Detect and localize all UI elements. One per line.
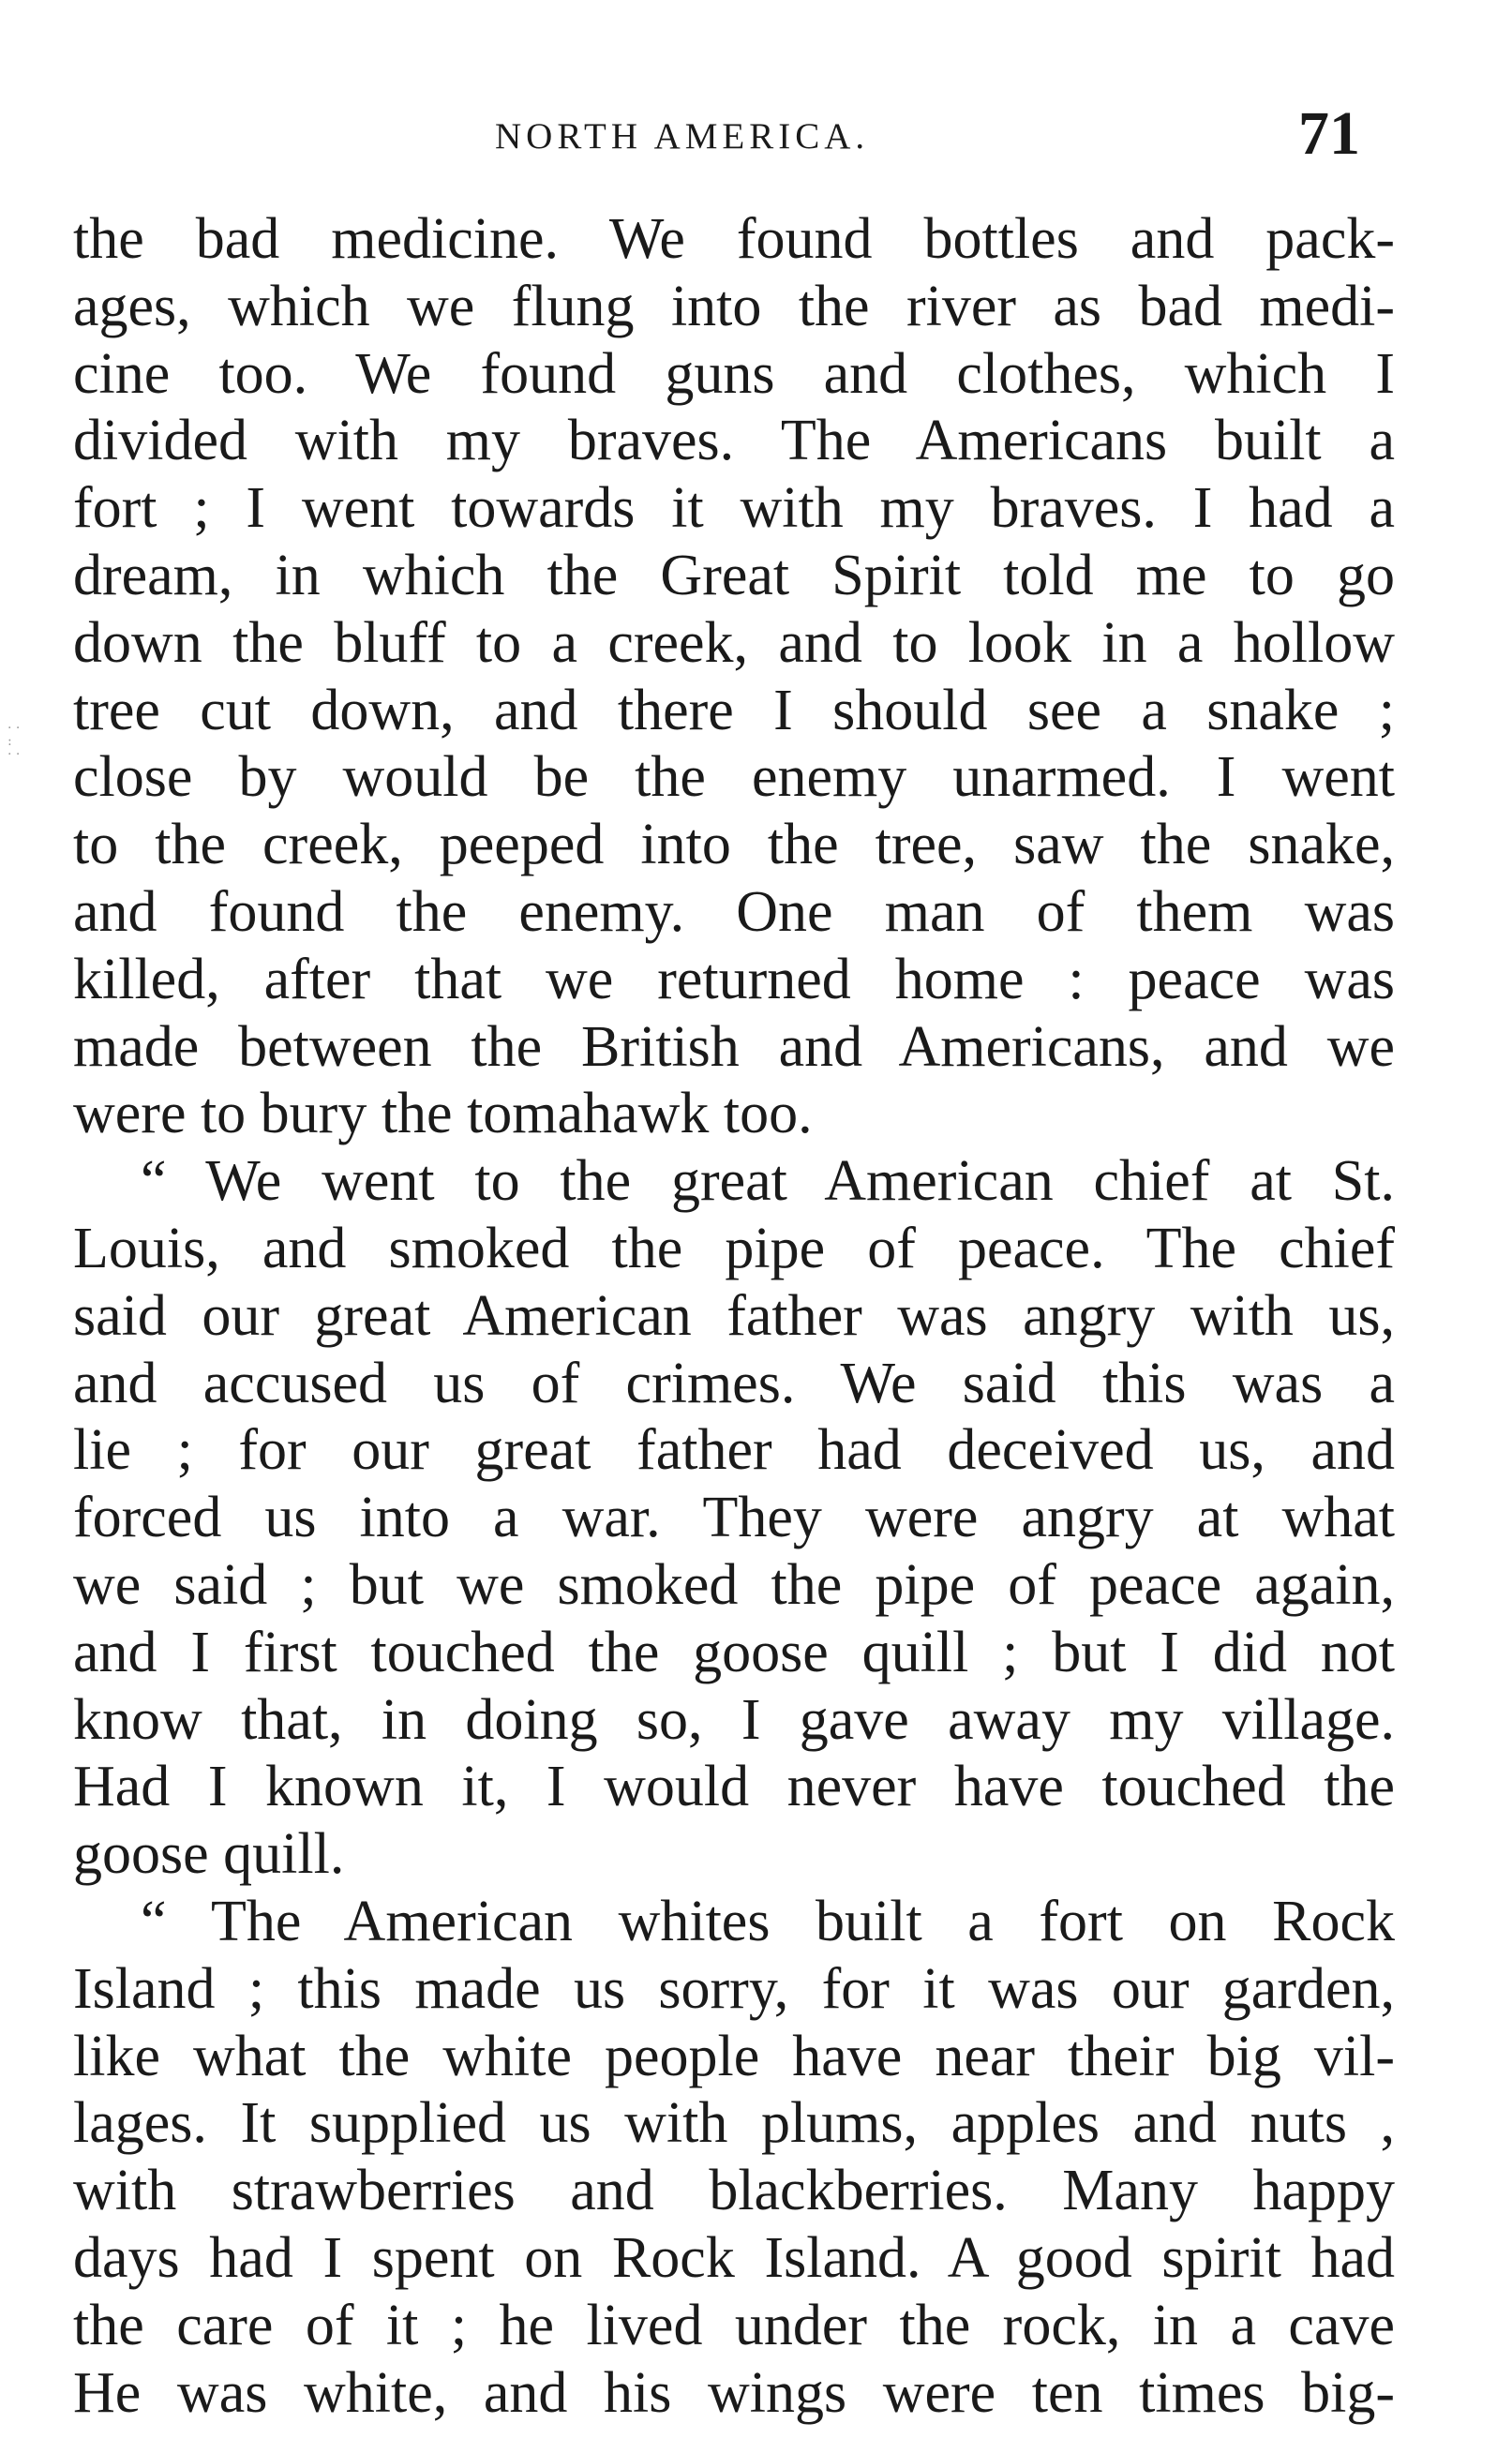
text-line: Had I known it, I would never have touched the bbox=[73, 1755, 1395, 1819]
text-line: divided with my braves. The Americans built a bbox=[73, 409, 1395, 473]
paragraph-end-line: goose quill. bbox=[73, 1822, 345, 1887]
text-line: tree cut down, and there I should see a snake ; bbox=[73, 678, 1395, 742]
paragraph-end-line: were to bury the tomahawk too. bbox=[73, 1082, 813, 1146]
text-line: to the creek, peeped into the tree, saw the snake, bbox=[73, 813, 1395, 877]
body-text bbox=[73, 206, 1395, 2427]
text-line: ages, which we flung into the river as bad medi- bbox=[73, 274, 1395, 338]
text-line: days had I spent on Rock Island. A good spirit had bbox=[73, 2225, 1395, 2290]
text-line: and accused us of crimes. We said this was a bbox=[73, 1351, 1395, 1415]
text-line: forced us into a war. They were angry at what bbox=[73, 1486, 1395, 1550]
text-line: close by would be the enemy unarmed. I went bbox=[73, 745, 1395, 810]
paragraph-start-line: “ We went to the great American chief at St. bbox=[141, 1149, 1395, 1214]
text-line: with strawberries and blackberries. Many happy bbox=[73, 2159, 1395, 2223]
text-line: know that, in doing so, I gave away my village. bbox=[73, 1687, 1395, 1752]
text-line: Louis, and smoked the pipe of peace. The chief bbox=[73, 1216, 1395, 1280]
text-line: dream, in which the Great Spirit told me to go bbox=[73, 543, 1395, 607]
text-line: the bad medicine. We found bottles and pack- bbox=[73, 207, 1395, 271]
text-line: and found the enemy. One man of them was bbox=[73, 879, 1395, 944]
page-number: 71 bbox=[1298, 99, 1360, 168]
text-line: fort ; I went towards it with my braves. I had a bbox=[73, 476, 1395, 541]
text-line: lie ; for our great father had deceived us, and bbox=[73, 1418, 1395, 1483]
text-line: made between the British and Americans, and we bbox=[73, 1014, 1395, 1079]
text-line: the care of it ; he lived under the rock, in a cave bbox=[73, 2293, 1395, 2357]
text-line: lages. It supplied us with plums, apples and nuts , bbox=[73, 2091, 1395, 2156]
text-line: we said ; but we smoked the pipe of peace again, bbox=[73, 1552, 1395, 1617]
running-head-title: NORTH AMERICA. bbox=[495, 116, 870, 157]
text-line: and I first touched the goose quill ; but I did not bbox=[73, 1620, 1395, 1684]
margin-specks: · · : · · bbox=[7, 721, 21, 762]
text-line: Island ; this made us sorry, for it was our garden, bbox=[73, 1956, 1395, 2021]
paragraph-start-line: “ The American whites built a fort on Rock bbox=[141, 1889, 1395, 1953]
text-line: cine too. We found guns and clothes, which I bbox=[73, 341, 1395, 406]
text-line: down the bluff to a creek, and to look in a hollow bbox=[73, 610, 1395, 675]
text-line: killed, after that we returned home : peace was bbox=[73, 947, 1395, 1011]
text-line: said our great American father was angry with us, bbox=[73, 1283, 1395, 1348]
text-line: like what the white people have near their big vil- bbox=[73, 2024, 1395, 2088]
running-head bbox=[0, 98, 1512, 183]
text-line: He was white, and his wings were ten times big- bbox=[73, 2360, 1395, 2425]
